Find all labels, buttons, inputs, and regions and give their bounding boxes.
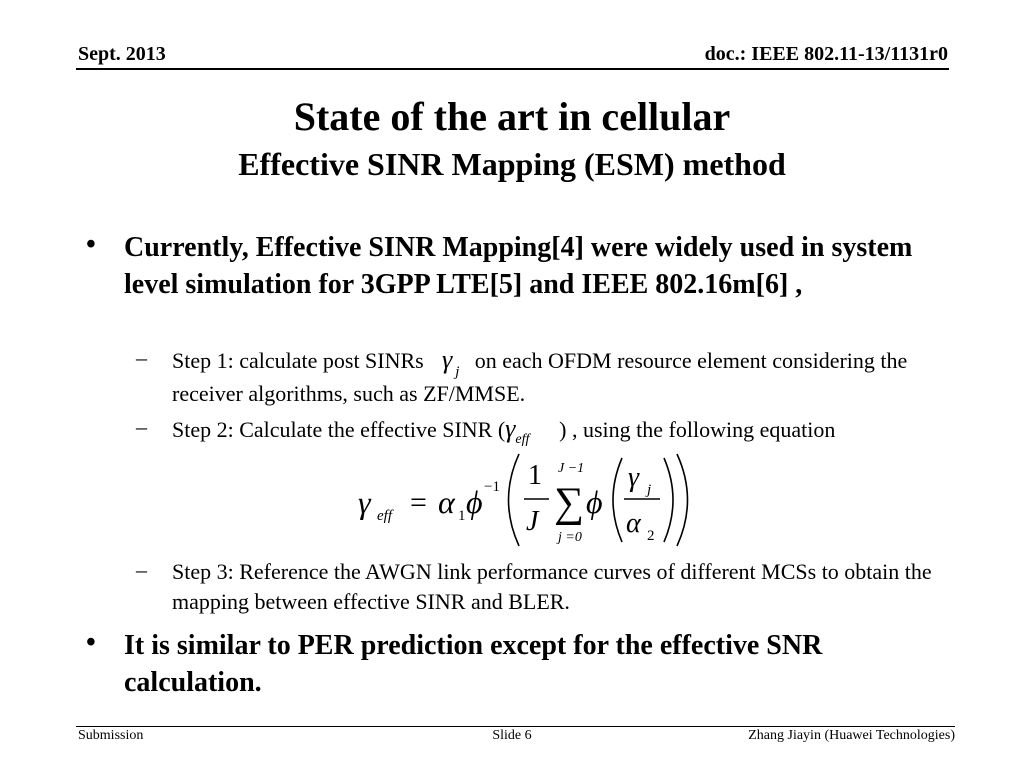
eq-frac-numerator: 1 (528, 460, 542, 491)
eq-sum-lower: j =0 (558, 530, 582, 545)
step-1-text-a: Step 1: calculate post SINRs (172, 348, 424, 373)
step-3-dash: – (136, 557, 147, 582)
step-1-dash: – (136, 345, 147, 370)
subscript-j: j (455, 364, 460, 380)
step-2-text (172, 414, 952, 449)
gamma-eff-inline (505, 414, 559, 449)
step-1-text-b: on each OFDM resource element considering the receiver algorithms, such as ZF/MMSE. (172, 348, 908, 406)
slide-subtitle: Effective SINR Mapping (ESM) method (238, 146, 786, 182)
esm-equation (350, 448, 710, 558)
step-1-text (172, 345, 952, 409)
eq-paren-outer-left (509, 454, 520, 546)
eq-inverse: −1 (484, 479, 500, 495)
bullet-text-1: Currently, Effective SINR Mapping[4] were widely used in system level simulation for 3GPP LTE[5] and IEEE 802.16m[6] , (124, 232, 913, 300)
eq-paren-inner-right (664, 458, 673, 542)
eq-frac-denominator: J (526, 506, 539, 537)
eq-phi-inner: ϕ (586, 484, 603, 520)
eq-sub-eff: eff (377, 508, 392, 524)
gamma-symbol: γ (505, 414, 516, 443)
step-2-dash: – (136, 414, 147, 439)
eq-equals: = (410, 486, 427, 519)
footer-divider (76, 726, 955, 727)
eq-sub-1: 1 (458, 508, 466, 524)
header-doc-id: doc.: IEEE 802.11-13/1131r0 (704, 43, 948, 65)
bullet-marker-2: • (86, 627, 96, 658)
eq-paren-inner-left (613, 458, 622, 542)
eq-paren-outer-right (677, 454, 688, 546)
header-divider (76, 68, 949, 70)
bullet-marker-1: • (86, 229, 96, 260)
slide-title: State of the art in cellular (293, 94, 731, 139)
header-date: Sept. 2013 (78, 43, 166, 65)
eq-sub-j: j (647, 482, 652, 498)
step-3-text: Step 3: Reference the AWGN link performance curves of different MCSs to obtain the mapping between effective SINR and BLER. (172, 559, 932, 614)
footer-submission: Submission (78, 728, 144, 743)
footer-author: Zhang Jiayin (Huawei Technologies) (748, 728, 955, 743)
gamma-j-inline (429, 345, 469, 379)
eq-alpha-2: α (626, 508, 641, 539)
eq-sum-upper: J −1 (558, 461, 585, 476)
eq-sub-2: 2 (647, 528, 655, 544)
eq-gamma: γ (358, 484, 371, 520)
eq-phi-outer: ϕ (466, 484, 483, 520)
eq-alpha-1: α (438, 484, 455, 520)
step-2-text-b: ) , using the following equation (559, 417, 836, 442)
gamma-symbol: γ (442, 345, 453, 374)
subscript-eff: eff (515, 432, 530, 447)
footer-slide-number: Slide 6 (492, 728, 532, 743)
bullet-text-2: It is similar to PER prediction except for the effective SNR calculation. (124, 630, 823, 698)
eq-gamma-j: γ (628, 462, 640, 493)
eq-sum-symbol: ∑ (554, 480, 584, 526)
step-2-text-a: Step 2: Calculate the effective SINR ( (172, 417, 506, 442)
